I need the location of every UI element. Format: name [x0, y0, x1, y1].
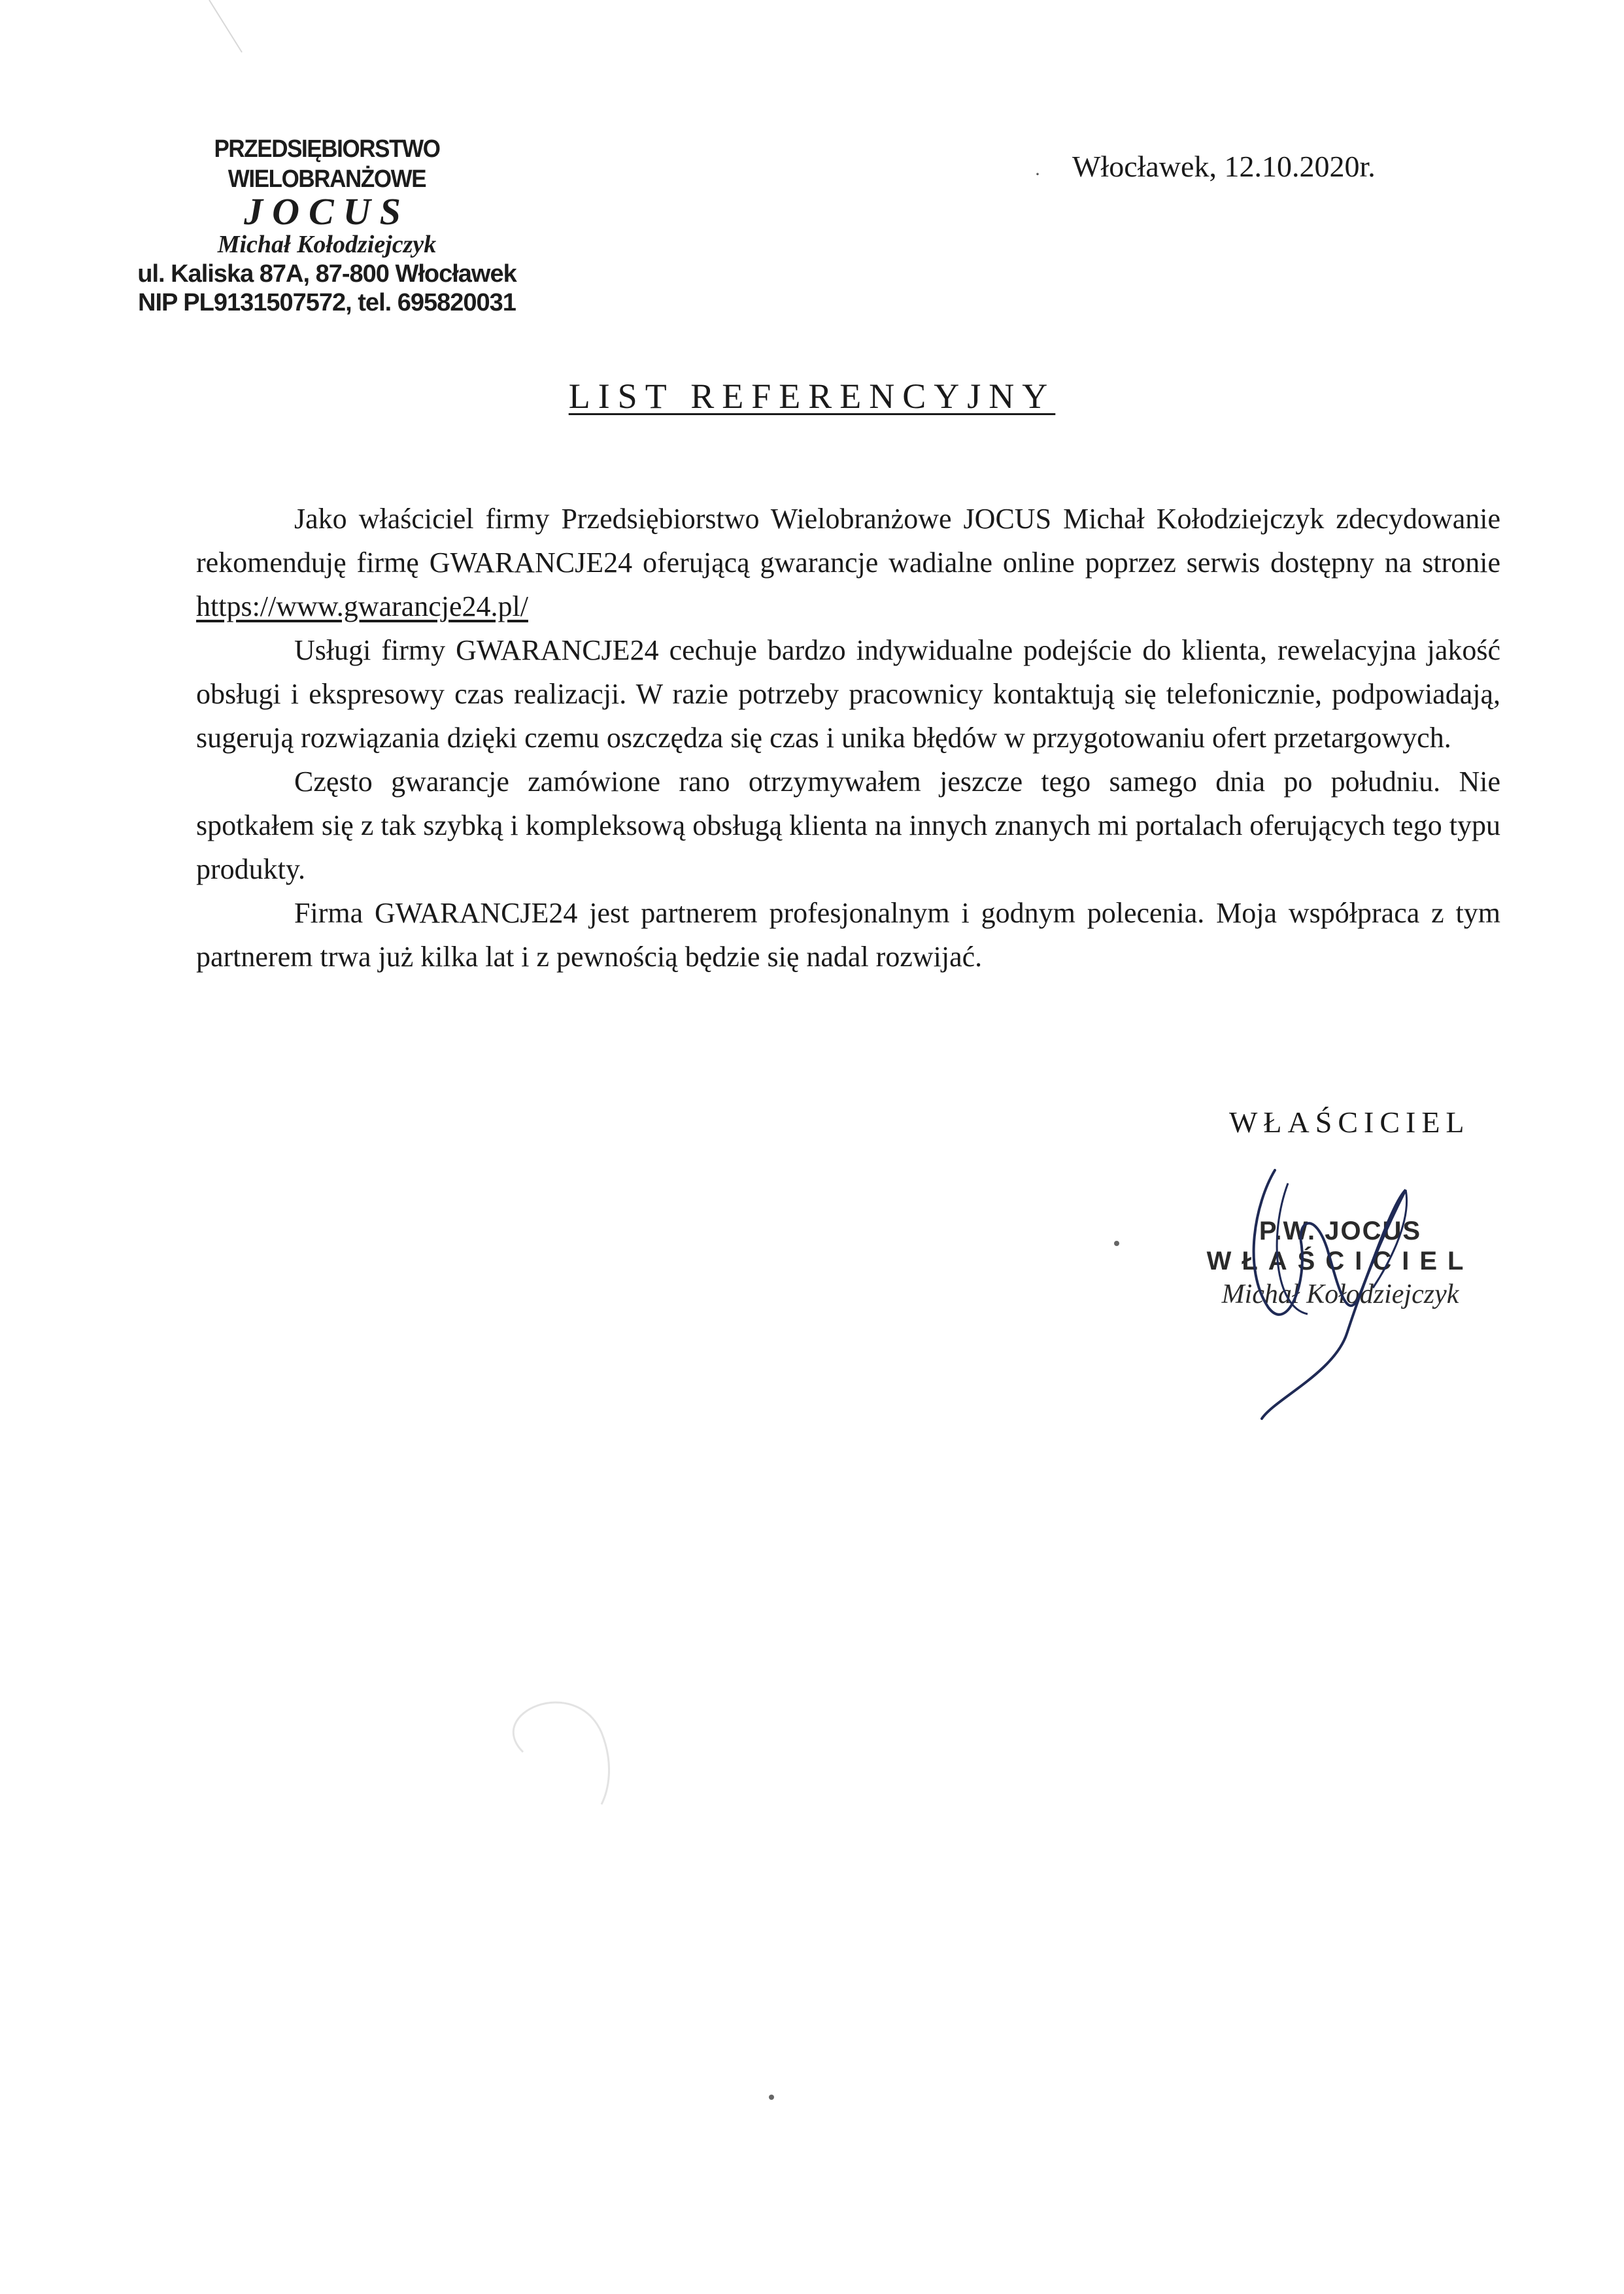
paragraph-1-text: Jako właściciel firmy Przedsiębiorstwo Wielobranżowe JOCUS Michał Kołodziejczyk zdecydowanie rekomenduję firmę GWARANCJE24 oferującą gwarancje wadialne online poprzez serwis dostępny na stronie	[196, 503, 1500, 579]
website-link[interactable]: https://www.gwarancje24.pl/	[196, 590, 528, 622]
letter-title: LIST REFERENCYJNY	[568, 377, 1056, 416]
scan-dot: ·	[1034, 163, 1041, 185]
stamp-brand: JOCUS	[244, 190, 410, 233]
signature-stamp-line3: Michał Kołodziejczyk	[1221, 1279, 1459, 1309]
paragraph-2: Usługi firmy GWARANCJE24 cechuje bardzo indywidualne podejście do klienta, rewelacyjna jakość obsługi i ekspresowy czas realizacji. W razie potrzeby pracownicy kontaktują się telefonicznie, podpowiadają, sugerują rozwiązania dzięki czemu oszczędza się czas i unika błędów w przygotowaniu ofert przetargowych.	[196, 634, 1500, 754]
signature-stamp-line2: WŁAŚCICIEL	[1206, 1247, 1474, 1275]
stamp-address: ul. Kaliska 87A, 87-800 Włocławek	[137, 260, 516, 288]
stamp-owner: Michał Kołodziejczyk	[217, 231, 437, 258]
stamp-company-line: PRZEDSIĘBIORSTWO WIELOBRANŻOWE	[214, 135, 440, 193]
paragraph-4: Firma GWARANCJE24 jest partnerem profesjonalnym i godnym polecenia. Moja współpraca z tym partnerem trwa już kilka lat i z pewnością będzie się nadal rozwijać.	[196, 897, 1500, 973]
letter-title-wrap	[0, 376, 1624, 416]
stamp-tax-phone: NIP PL9131507572, tel. 695820031	[138, 289, 516, 316]
letter-body	[196, 497, 1500, 979]
paragraph-1	[196, 497, 1500, 628]
company-stamp	[98, 134, 556, 317]
handwritten-signature	[1177, 1164, 1504, 1425]
letter-date: Włocławek, 12.10.2020r.	[1072, 150, 1376, 183]
paragraph-3: Często gwarancje zamówione rano otrzymywałem jeszcze tego samego dnia po południu. Nie spotkałem się z tak szybką i kompleksową obsługą klienta na innych znanych mi portalach oferujących tego typu produkty.	[196, 766, 1500, 885]
signoff-title: WŁAŚCICIEL	[1229, 1105, 1470, 1139]
signature-stamp-line1: P.W. JOCUS	[1259, 1217, 1422, 1245]
